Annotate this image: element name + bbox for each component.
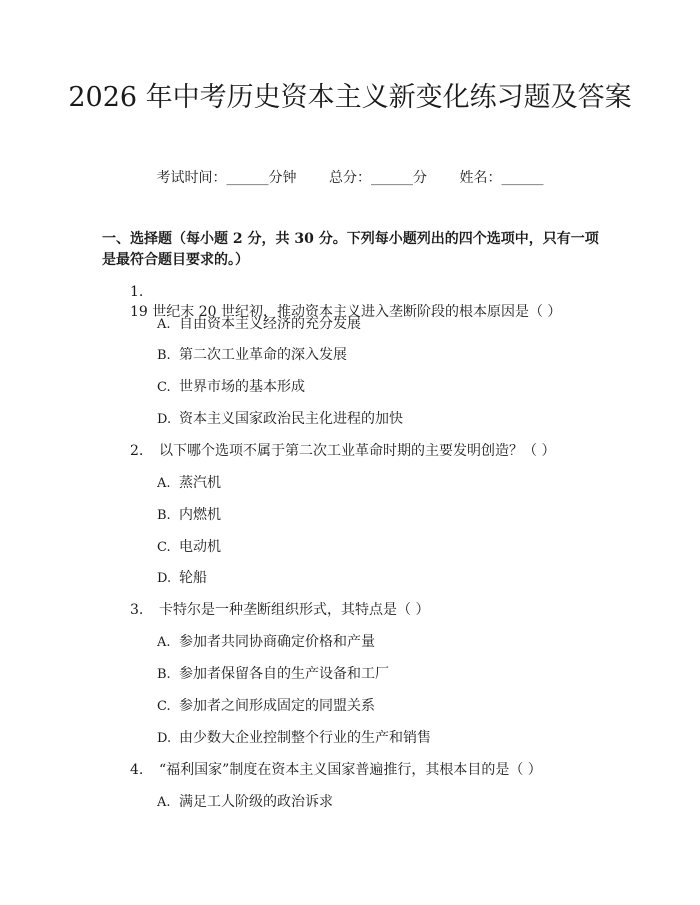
option-letter: C.: [157, 699, 171, 714]
option-text: 参加者保留各自的生产设备和工厂: [179, 666, 389, 682]
option-2b: [157, 505, 597, 526]
option-2c: [157, 537, 597, 558]
question-text: 以下哪个选项不属于第二次工业革命时期的主要发明创造？（ ）: [159, 443, 556, 459]
question-number: 1.: [130, 284, 144, 300]
option-text: 参加者共同协商确定价格和产量: [179, 634, 375, 650]
option-text: 满足工人阶级的政治诉求: [179, 794, 333, 810]
option-3c: [157, 696, 597, 717]
option-3a: [157, 632, 597, 653]
option-3b: [157, 664, 597, 685]
option-2d: [157, 568, 597, 589]
question-3: [130, 600, 590, 620]
option-1c: [157, 377, 597, 398]
option-text: 内燃机: [179, 507, 221, 523]
option-4a: [157, 792, 597, 813]
option-letter: A.: [157, 476, 171, 491]
option-2a: [157, 473, 597, 494]
option-letter: C.: [157, 380, 171, 395]
option-letter: D.: [157, 731, 172, 746]
option-text: 电动机: [179, 539, 221, 555]
option-letter: B.: [157, 348, 171, 363]
question-number: 4.: [130, 762, 144, 778]
question-2: [130, 441, 590, 461]
option-letter: A.: [157, 635, 171, 650]
question-number: 3.: [130, 602, 144, 618]
option-text: 第二次工业革命的深入发展: [179, 347, 347, 363]
option-letter: D.: [157, 412, 172, 427]
option-1a: [157, 314, 597, 335]
total-score-field: 总分：______分: [329, 170, 427, 186]
option-3d: [157, 728, 597, 749]
exam-meta: [0, 168, 700, 188]
name-field: 姓名：______: [459, 170, 544, 186]
question-number: 2.: [130, 443, 144, 459]
option-text: 轮船: [179, 570, 207, 586]
question-text: “福利国家”制度在资本主义国家普遍推行，其根本目的是（ ）: [159, 762, 542, 778]
option-text: 蒸汽机: [179, 475, 221, 491]
option-letter: C.: [157, 540, 171, 555]
option-text: 资本主义国家政治民主化进程的加快: [179, 411, 403, 427]
question-text: 卡特尔是一种垄断组织形式，其特点是（ ）: [159, 602, 430, 618]
option-letter: A.: [157, 317, 171, 332]
option-text: 参加者之间形成固定的同盟关系: [179, 698, 375, 714]
question-4: [130, 760, 590, 780]
exam-time-field: 考试时间：______分钟: [156, 170, 297, 186]
option-text: 自由资本主义经济的充分发展: [179, 316, 361, 332]
option-text: 由少数大企业控制整个行业的生产和销售: [179, 730, 431, 746]
option-1b: [157, 345, 597, 366]
option-letter: D.: [157, 571, 172, 586]
section-heading: 一、选择题（每小题 2 分，共 30 分。下列每小题列出的四个选项中，只有一项是最符合题目要求的。）: [102, 231, 599, 268]
option-text: 世界市场的基本形成: [179, 379, 305, 395]
option-letter: B.: [157, 508, 171, 523]
option-letter: A.: [157, 795, 171, 810]
question-text: 19 世纪末 20 世纪初，推动资本主义进入垄断阶段的根本原因是（ ）: [130, 304, 562, 320]
page-title: 2026 年中考历史资本主义新变化练习题及答案: [68, 82, 632, 113]
option-letter: B.: [157, 667, 171, 682]
option-1d: [157, 409, 597, 430]
